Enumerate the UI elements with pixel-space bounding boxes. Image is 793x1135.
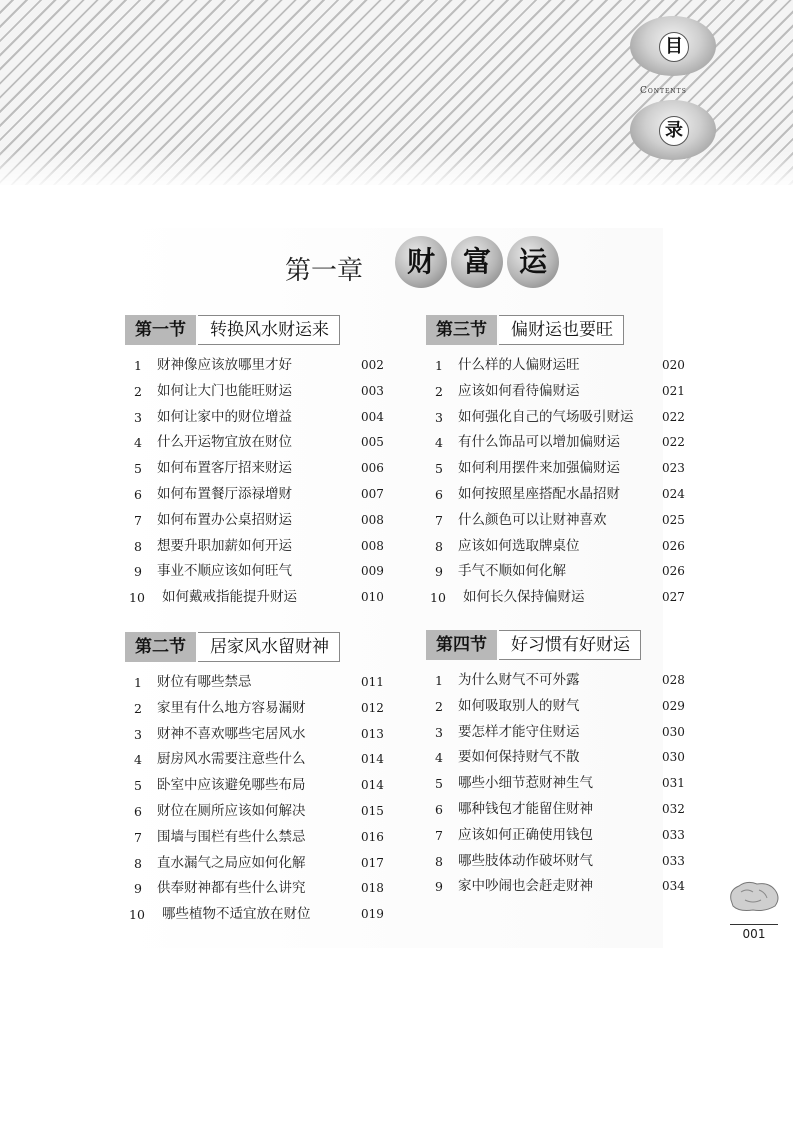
section-title: 转换风水财运来	[198, 315, 340, 345]
entry-page: 032	[662, 801, 685, 816]
toc-entry[interactable]	[426, 508, 706, 534]
entry-title: 家中吵闹也会赶走财神	[458, 878, 593, 895]
entry-number: 3	[435, 409, 443, 425]
entry-title: 卧室中应该避免哪些布局	[157, 777, 306, 794]
entry-number: 5	[435, 776, 443, 792]
entry-page: 033	[662, 853, 685, 868]
entry-page: 033	[662, 827, 685, 842]
entry-number: 7	[134, 512, 142, 528]
entry-title: 财位有哪些禁忌	[157, 674, 252, 690]
entry-page: 021	[662, 383, 685, 398]
entry-page: 011	[361, 675, 384, 689]
entry-page: 022	[662, 409, 685, 424]
entry-number: 9	[134, 564, 142, 580]
entry-title: 应该如何正确使用钱包	[458, 826, 593, 843]
toc-entry[interactable]	[125, 876, 405, 902]
entry-page: 003	[361, 383, 384, 398]
entry-page: 006	[361, 461, 384, 476]
entry-number: 1	[134, 675, 142, 690]
entry-title: 如何布置办公桌招财运	[157, 511, 292, 528]
entry-page: 008	[361, 512, 384, 527]
toc-entry[interactable]	[125, 851, 405, 877]
entry-title: 想要升职加薪如何开运	[157, 537, 292, 554]
entry-number: 9	[435, 879, 443, 895]
entry-title: 厨房风水需要注意些什么	[157, 751, 306, 768]
toc-entry[interactable]	[125, 902, 405, 928]
entry-number: 8	[134, 538, 142, 554]
toc-entry[interactable]	[125, 508, 405, 534]
entry-number: 8	[435, 853, 443, 869]
entry-number: 4	[134, 435, 142, 451]
section-1	[125, 315, 405, 611]
chapter-prefix: 第一章	[285, 256, 364, 286]
section-header	[426, 315, 706, 345]
page-number: 001	[730, 924, 778, 941]
entry-number: 3	[134, 409, 142, 425]
entry-number: 5	[134, 778, 142, 794]
rock-decoration-icon	[725, 878, 783, 914]
entry-title: 直水漏气之局应如何化解	[157, 854, 306, 871]
entry-number: 4	[134, 752, 142, 768]
entry-number: 2	[435, 698, 443, 714]
section-title: 居家风水留财神	[198, 632, 340, 662]
toc-entry[interactable]	[426, 559, 706, 585]
toc-entry[interactable]	[125, 670, 405, 696]
entry-title: 如何让家中的财位增益	[157, 408, 292, 425]
title-ball-bottom	[630, 100, 716, 160]
toc-entry[interactable]	[426, 771, 706, 797]
entry-number: 10	[129, 907, 145, 923]
entry-page: 024	[662, 486, 685, 501]
entry-title: 什么样的人偏财运旺	[458, 357, 580, 373]
entry-page: 027	[662, 590, 685, 605]
entry-number: 9	[134, 881, 142, 897]
toc-entry[interactable]	[426, 482, 706, 508]
entry-title: 要怎样才能守住财运	[458, 723, 580, 740]
entry-page: 025	[662, 512, 685, 527]
entry-title: 应该如何看待偏财运	[458, 382, 580, 399]
entry-title: 哪些小细节惹财神生气	[458, 775, 593, 792]
entry-number: 6	[134, 803, 142, 819]
toc-entry[interactable]	[125, 534, 405, 560]
entry-number: 10	[430, 590, 446, 606]
entry-page: 014	[361, 778, 384, 793]
section-2	[125, 632, 405, 928]
entry-number: 5	[435, 461, 443, 477]
entry-page: 020	[662, 358, 685, 372]
entry-page: 007	[361, 486, 384, 501]
entry-title: 如何强化自己的气场吸引财运	[458, 408, 634, 425]
entry-page: 013	[361, 726, 384, 741]
entry-page: 002	[361, 358, 384, 372]
entry-number: 8	[435, 538, 443, 554]
entry-title: 如何吸取别人的财气	[458, 697, 580, 714]
entry-number: 4	[435, 750, 443, 766]
toc-entry[interactable]	[426, 823, 706, 849]
entry-title: 如何戴戒指能提升财运	[162, 589, 297, 606]
toc-entry[interactable]	[125, 430, 405, 456]
entry-title: 有什么饰品可以增加偏财运	[458, 434, 620, 451]
entry-title: 围墙与围栏有些什么禁忌	[157, 828, 306, 845]
toc-entry[interactable]	[426, 456, 706, 482]
toc-entry[interactable]	[426, 797, 706, 823]
entry-page: 014	[361, 752, 384, 767]
toc-entry[interactable]	[426, 849, 706, 875]
entry-number: 2	[134, 383, 142, 399]
toc-entry[interactable]	[426, 720, 706, 746]
toc-entry[interactable]	[426, 694, 706, 720]
entry-title: 为什么财气不可外露	[458, 672, 580, 688]
section-tag: 第一节	[125, 315, 196, 345]
entry-title: 财位在厕所应该如何解决	[157, 802, 306, 819]
entry-number: 6	[435, 486, 443, 502]
toc-entry[interactable]	[125, 722, 405, 748]
chapter-char: 富	[451, 236, 503, 288]
entry-number: 2	[435, 383, 443, 399]
entry-title: 什么开运物宜放在财位	[157, 434, 292, 451]
section-tag: 第四节	[426, 630, 497, 660]
entry-title: 供奉财神都有些什么讲究	[157, 880, 306, 897]
toc-entry[interactable]	[426, 585, 706, 611]
entry-title: 哪些肢体动作破坏财气	[458, 852, 593, 869]
toc-entry[interactable]	[125, 559, 405, 585]
entry-number: 10	[129, 590, 145, 606]
section-tag: 第二节	[125, 632, 196, 662]
section-3	[426, 315, 706, 611]
entry-title: 家里有什么地方容易漏财	[157, 699, 306, 716]
entry-title: 如何利用摆件来加强偏财运	[458, 460, 620, 477]
toc-entry[interactable]	[125, 799, 405, 825]
toc-entry[interactable]	[125, 825, 405, 851]
toc-entry[interactable]	[125, 353, 405, 379]
entry-number: 6	[435, 801, 443, 817]
entry-number: 5	[134, 461, 142, 477]
entry-number: 1	[435, 673, 443, 688]
toc-entry[interactable]	[426, 745, 706, 771]
entry-page: 008	[361, 538, 384, 553]
toc-entry[interactable]	[426, 534, 706, 560]
entry-number: 1	[435, 358, 443, 373]
entry-page: 023	[662, 461, 685, 476]
entry-page: 034	[662, 879, 685, 894]
entry-page: 010	[361, 590, 384, 605]
toc-entry[interactable]	[426, 405, 706, 431]
section-tag: 第三节	[426, 315, 497, 345]
toc-entry[interactable]	[125, 482, 405, 508]
toc-entry[interactable]	[125, 405, 405, 431]
section-header	[125, 632, 405, 662]
entry-title: 如何让大门也能旺财运	[157, 382, 292, 399]
chapter-char: 运	[507, 236, 559, 288]
toc-entry[interactable]	[125, 456, 405, 482]
entry-page: 018	[361, 881, 384, 896]
entry-page: 022	[662, 435, 685, 450]
entry-page: 016	[361, 829, 384, 844]
entry-title: 如何按照星座搭配水晶招财	[458, 485, 620, 502]
entry-title: 如何布置客厅招来财运	[157, 460, 292, 477]
entry-number: 7	[435, 827, 443, 843]
entry-number: 8	[134, 855, 142, 871]
section-title: 偏财运也要旺	[499, 315, 624, 345]
entry-page: 017	[361, 855, 384, 870]
section-title: 好习惯有好财运	[499, 630, 641, 660]
entry-number: 6	[134, 486, 142, 502]
entry-page: 031	[662, 776, 685, 791]
entry-title: 哪种钱包才能留住财神	[458, 800, 593, 817]
entry-title: 财神像应该放哪里才好	[157, 357, 292, 373]
toc-entry[interactable]	[125, 585, 405, 611]
entry-title: 如何布置餐厅添禄增财	[157, 485, 292, 502]
title-char-top: 目	[659, 32, 689, 62]
entry-number: 1	[134, 358, 142, 373]
entry-page: 028	[662, 673, 685, 687]
entry-title: 要如何保持财气不散	[458, 749, 580, 766]
section-header	[426, 630, 706, 660]
entry-page: 005	[361, 435, 384, 450]
title-char-bottom: 录	[659, 116, 689, 146]
contents-word: Contents	[640, 86, 687, 96]
chapter-heading	[285, 236, 565, 292]
entry-page: 026	[662, 564, 685, 579]
entry-title: 应该如何选取牌桌位	[458, 537, 580, 554]
entry-title: 事业不顺应该如何旺气	[157, 563, 292, 580]
entry-page: 009	[361, 564, 384, 579]
entry-number: 9	[435, 564, 443, 580]
entry-number: 4	[435, 435, 443, 451]
toc-entry[interactable]	[125, 379, 405, 405]
chapter-title	[395, 236, 559, 288]
title-ball-top	[630, 16, 716, 76]
toc-entry[interactable]	[125, 773, 405, 799]
toc-entry[interactable]	[125, 696, 405, 722]
entry-title: 什么颜色可以让财神喜欢	[458, 511, 607, 528]
toc-entry[interactable]	[426, 379, 706, 405]
entry-title: 如何长久保持偏财运	[463, 589, 585, 606]
entry-page: 030	[662, 724, 685, 739]
entry-page: 029	[662, 698, 685, 713]
entry-number: 3	[134, 726, 142, 742]
entry-page: 015	[361, 803, 384, 818]
toc-entry[interactable]	[125, 747, 405, 773]
entry-title: 哪些植物不适宜放在财位	[162, 906, 311, 923]
toc-entry[interactable]	[426, 430, 706, 456]
chapter-char: 财	[395, 236, 447, 288]
toc-entry[interactable]	[426, 874, 706, 900]
toc-entry[interactable]	[426, 353, 706, 379]
toc-entry[interactable]	[426, 668, 706, 694]
entry-number: 2	[134, 700, 142, 716]
entry-number: 7	[134, 829, 142, 845]
entry-page: 030	[662, 750, 685, 765]
section-4	[426, 630, 706, 900]
entry-number: 7	[435, 512, 443, 528]
entry-page: 012	[361, 700, 384, 715]
entry-page: 019	[361, 907, 384, 922]
entry-page: 004	[361, 409, 384, 424]
entry-title: 手气不顺如何化解	[458, 563, 566, 580]
entry-page: 026	[662, 538, 685, 553]
section-header	[125, 315, 405, 345]
entry-title: 财神不喜欢哪些宅居风水	[157, 725, 306, 742]
entry-number: 3	[435, 724, 443, 740]
